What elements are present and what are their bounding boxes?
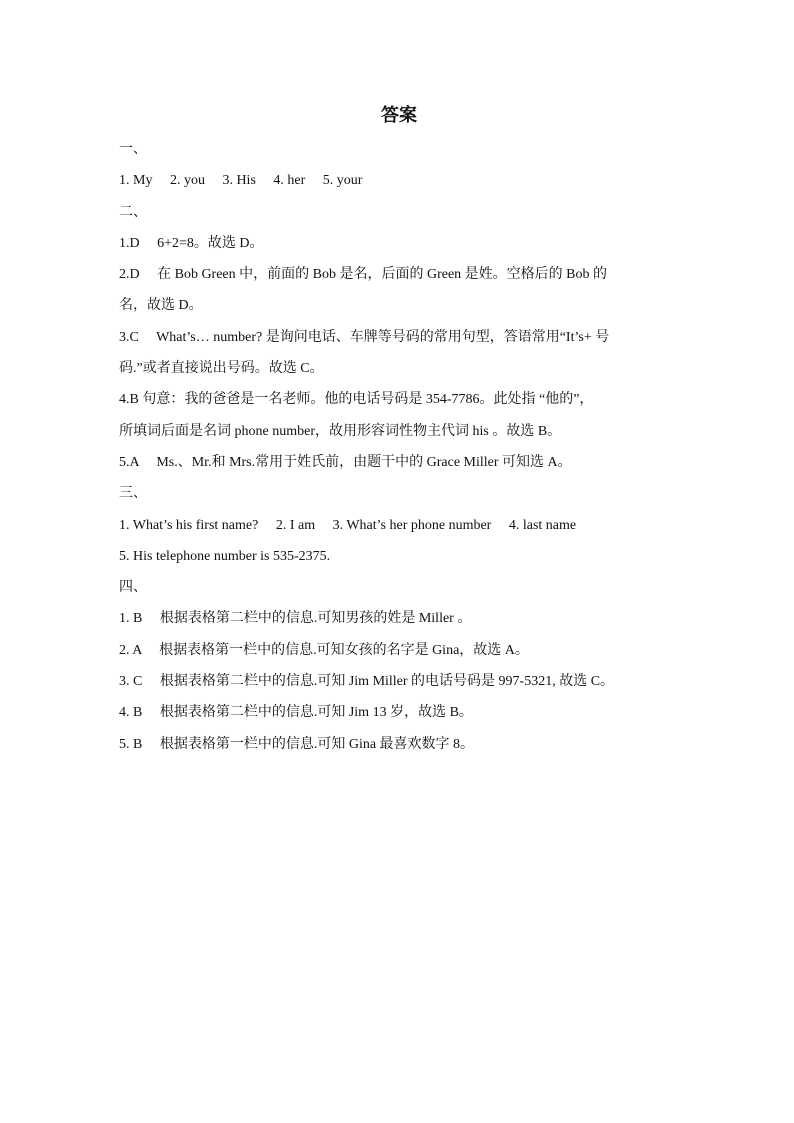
section-heading: 二、 bbox=[119, 204, 147, 220]
answer-line: 5. B 根据表格第一栏中的信息.可知 Gina 最喜欢数字 8。 bbox=[119, 736, 475, 752]
answer-line: 码.”或者直接说出号码。故选 C。 bbox=[119, 361, 324, 377]
answer-sheet bbox=[119, 100, 679, 760]
answer-line: 名，故选 D。 bbox=[119, 298, 203, 314]
page-title: 答案 bbox=[381, 105, 417, 125]
section-1 bbox=[119, 134, 679, 197]
answer-line: 1.D 6+2=8。故选 D。 bbox=[119, 235, 264, 251]
section-heading: 一、 bbox=[119, 142, 147, 157]
section-3 bbox=[119, 478, 679, 572]
answer-line: 5.A Ms.、Mr.和 Mrs.常用于姓氏前，由题干中的 Grace Miller 可知选 A。 bbox=[119, 454, 572, 470]
answer-line: 1. My 2. you 3. His 4. her 5. your bbox=[119, 173, 363, 189]
answer-line: 1. B 根据表格第二栏中的信息.可知男孩的姓是 Miller 。 bbox=[119, 611, 472, 627]
section-heading: 三、 bbox=[119, 486, 147, 502]
section-4 bbox=[119, 572, 679, 760]
answer-line: 1. What’s his first name? 2. I am 3. What’s her phone number 4. last name bbox=[119, 517, 577, 533]
section-2 bbox=[119, 197, 679, 479]
answer-line: 4. B 根据表格第二栏中的信息.可知 Jim 13 岁，故选 B。 bbox=[119, 705, 473, 721]
section-heading: 四、 bbox=[119, 580, 147, 596]
answer-line: 所填词后面是名词 phone number，故用形容词性物主代词 his 。故选 B。 bbox=[119, 423, 562, 439]
answer-line: 2.D 在 Bob Green 中，前面的 Bob 是名，后面的 Green 是姓。空格后的 Bob 的 bbox=[119, 267, 608, 283]
answer-line: 2. A 根据表格第一栏中的信息.可知女孩的名字是 Gina，故选 A。 bbox=[119, 642, 529, 658]
answer-line: 5. His telephone number is 535-2375. bbox=[119, 548, 331, 564]
answer-line: 3.C What’s… number? 是询问电话、车牌等号码的常用句型，答语常用“It’s+ 号 bbox=[119, 329, 610, 345]
answer-line: 3. C 根据表格第二栏中的信息.可知 Jim Miller 的电话号码是 997-5321, 故选 C。 bbox=[119, 674, 615, 690]
answer-line: 4.B 句意：我的爸爸是一名老师。他的电话号码是 354-7786。此处指 “他的”， bbox=[119, 392, 594, 408]
